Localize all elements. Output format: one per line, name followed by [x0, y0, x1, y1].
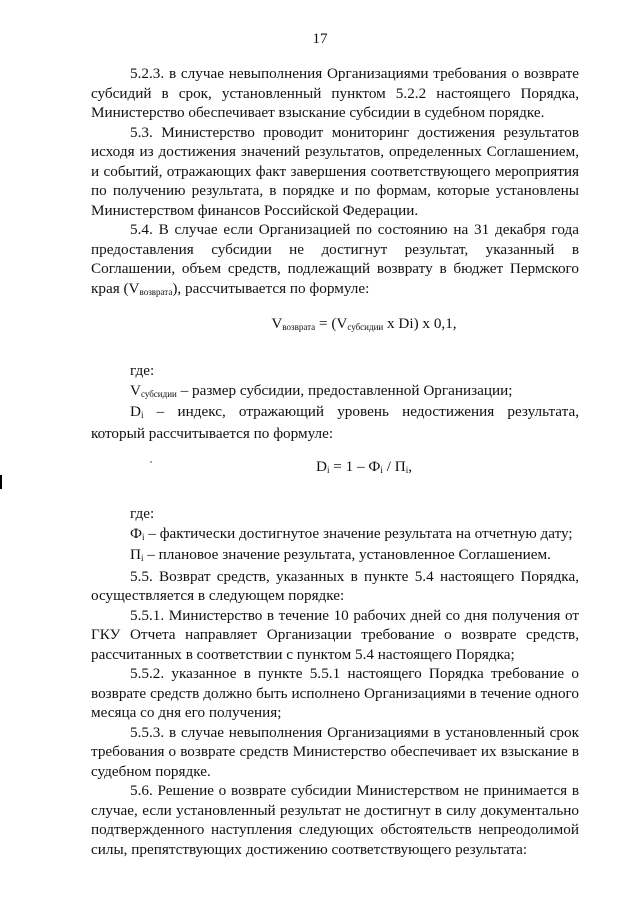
scan-edge-mark [0, 475, 2, 489]
definition-di [91, 402, 579, 443]
paragraph-5-4-text-a: 5.4. В случае если Организацией по состоянию на 31 декабря года предоставления субсидии не достигнут результат, указанный в Соглашении, объем средств, подлежащий возврату в бюджет Пермского края (V [91, 221, 579, 297]
def-v-text: – размер субсидии, предоставленной Организации; [176, 381, 513, 399]
paragraph-5-2-3: 5.2.3. в случае невыполнения Организациями требования о возврате субсидий в срок, установленный пунктом 5.2.2 настоящего Порядка, Министерство обеспечивает взыскание субсидии в судебном порядке. [91, 65, 579, 121]
formula-2-mid: = 1 – Ф [329, 458, 381, 475]
definition-phi [91, 524, 579, 546]
def-di-text: – индекс, отражающий уровень недостижения результата, который рассчитывается по формуле: [91, 403, 579, 442]
paragraph-5-4-text-b: ), рассчитывается по формуле: [172, 279, 370, 297]
paragraph-5-5-2: 5.5.2. указанное в пункте 5.5.1 настоящего Порядка требование о возврате средств должно быть исполнено Организациями в течение одного месяца со дня его получения; [91, 665, 579, 721]
def-v-sub: субсидии [140, 388, 177, 399]
formula-2-slash: / П [382, 458, 406, 475]
def-phi-sub: i [142, 531, 145, 542]
formula-refund-amount [91, 314, 579, 335]
formula-index [91, 457, 579, 478]
formula-2-rhs-sub: i [405, 465, 409, 475]
def-pi-var: П [130, 546, 141, 563]
def-pi-sub: i [140, 553, 144, 563]
paragraph-5-5: 5.5. Возврат средств, указанных в пункте 5.4 настоящего Порядка, осуществляется в следующем порядке: [91, 567, 579, 604]
formula-1-rhs: x Di) x 0,1, [383, 315, 457, 332]
def-di-sub: i [140, 410, 144, 420]
formula-2-lhs-sub: i [326, 465, 330, 475]
formula-1-mid-sub: субсидии [347, 322, 384, 332]
formula-1-lhs-sub: возврата [282, 322, 316, 332]
formula-1-mid: = (V [315, 315, 348, 332]
where-label-1: где: [130, 362, 155, 379]
paragraph-5-4 [91, 220, 579, 300]
page-number: 17 [312, 31, 328, 47]
definition-pi [91, 545, 579, 567]
document-body [91, 64, 579, 859]
def-v-var: V [130, 381, 141, 399]
def-di-var: D [130, 403, 141, 420]
formula-2-end: , [408, 458, 413, 475]
def-phi-var: Ф [130, 524, 142, 542]
paragraph-5-5-3: 5.5.3. в случае невыполнения Организациями в установленный срок требования о возврате средств Министерство обеспечивает их взыскание в судебном порядке. [91, 723, 579, 780]
formula-2-mid-sub: i [380, 465, 383, 475]
paragraph-5-5-1: 5.5.1. Министерство в течение 10 рабочих дней со дня получения от ГКУ Отчета направляет Организации требование о возврате средств, рассчитанных в соответствии с пунктом 5.4 настоящего Порядка; [91, 606, 579, 663]
where-label-2: где: [130, 505, 155, 522]
def-pi-text: – плановое значение результата, установленное Соглашением. [143, 546, 551, 563]
paragraph-5-6: 5.6. Решение о возврате субсидии Министерством не принимается в случае, если установленный результат не достигнут в силу документально подтвержденного наступления следующих обстоятельств непреодолимой силы, препятствующих достижению соответствующего результата: [91, 782, 579, 858]
def-phi-text: – фактически достигнутое значение результата на отчетную дату; [144, 524, 573, 542]
formula-2-lhs: D [315, 458, 327, 475]
definition-v-subsidy [91, 381, 579, 403]
formula-1-lhs: V [271, 315, 283, 332]
scan-dust-speck [150, 461, 152, 463]
paragraph-5-4-subscript: возврата [139, 286, 173, 297]
paragraph-5-3: 5.3. Министерство проводит мониторинг достижения результатов исходя из достижения значений результатов, определенных Соглашением, и событий, отражающих факт завершения соответствующего мероприятия по получению результата, в порядке и по формам, которые установлены Министерством финансов Российской Федерации. [91, 123, 579, 219]
